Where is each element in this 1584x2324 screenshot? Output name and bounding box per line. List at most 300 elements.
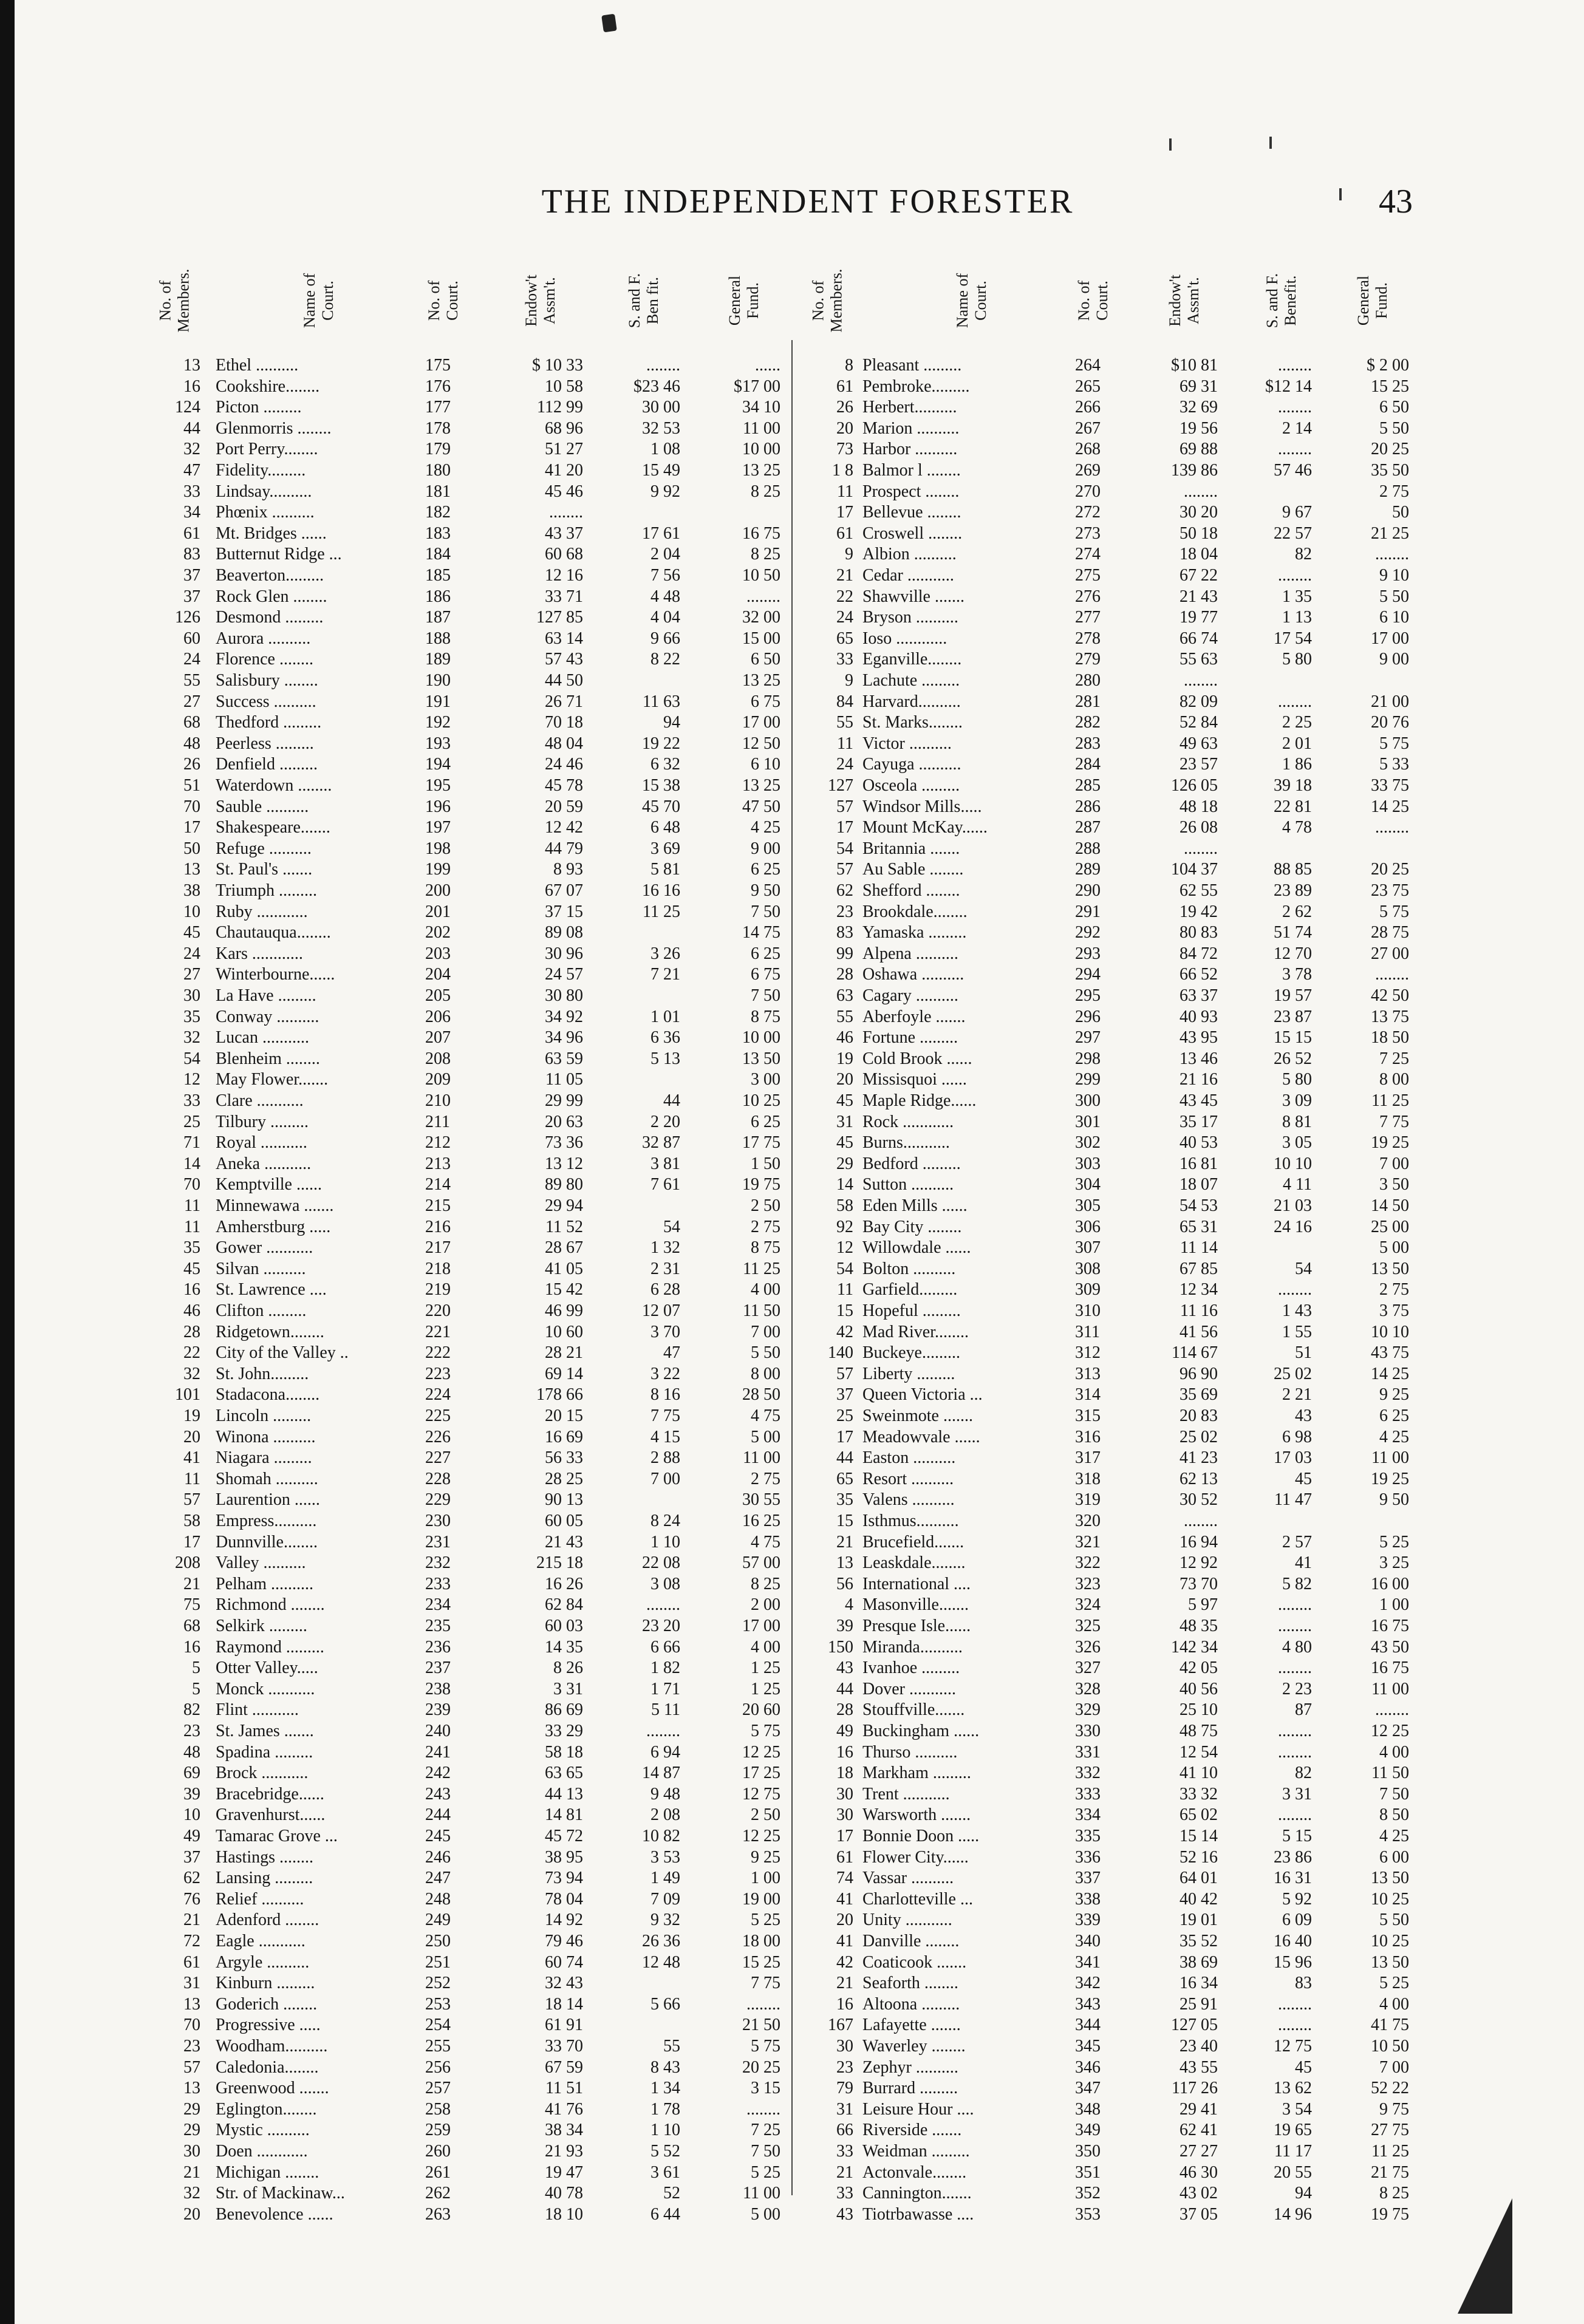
court-name-cell: Aberfoyle .......: [862, 1007, 966, 1026]
court-number-cell: 183: [425, 523, 451, 543]
endowment-assessment-cell: 48 35: [1179, 1617, 1218, 1635]
court-number-cell: 185: [425, 566, 451, 585]
general-fund-cell: 10 50: [742, 566, 780, 585]
sick-funeral-benefit-cell: [601, 986, 680, 1006]
general-fund-cell: 8 25: [751, 1574, 780, 1593]
sick-funeral-benefit-cell: ........: [1278, 566, 1312, 585]
endowment-assessment-cell: 29 41: [1179, 2099, 1218, 2119]
court-number-cell: 348: [1075, 2099, 1101, 2119]
court-number-cell: 247: [425, 1869, 451, 1888]
court-name-cell: Actonvale........: [862, 2162, 967, 2182]
general-fund-cell: 20 25: [1371, 860, 1409, 879]
general-fund-cell: 14 25: [1371, 797, 1409, 816]
court-name-cell: Blenheim ........: [216, 1049, 320, 1068]
sick-funeral-benefit-cell: 15 49: [642, 461, 680, 480]
court-name-cell: Glenmorris ........: [216, 418, 332, 438]
general-fund-cell: 7 75: [751, 1974, 780, 1993]
general-fund-cell: 5 25: [1379, 1974, 1409, 1993]
sick-funeral-benefit-cell: 54: [1295, 1259, 1312, 1278]
court-name-cell: St. Lawrence ....: [216, 1280, 327, 1300]
endowment-assessment-cell: 142 34: [1171, 1637, 1218, 1657]
endowment-assessment-cell: 28 67: [545, 1238, 583, 1258]
members-cell: 54: [836, 1259, 853, 1278]
court-name-cell: Clifton .........: [216, 1301, 307, 1320]
court-number-cell: 324: [1075, 1595, 1101, 1615]
general-fund-cell: 11 00: [1371, 1679, 1409, 1699]
court-name-cell: Denfield .........: [216, 755, 318, 774]
members-cell: 5: [192, 1658, 200, 1678]
sick-funeral-benefit-cell: 22 08: [642, 1553, 680, 1573]
general-fund-cell: ........: [746, 587, 780, 606]
court-number-cell: 296: [1075, 1007, 1101, 1026]
members-cell: 11: [184, 1217, 200, 1236]
sick-funeral-benefit-cell: 45 70: [642, 797, 680, 816]
members-cell: 18: [836, 1763, 853, 1783]
general-fund-cell: ........: [1375, 1700, 1409, 1720]
court-name-cell: Clare ...........: [216, 1091, 304, 1110]
general-fund-cell: 5 75: [1379, 902, 1409, 921]
endowment-assessment-cell: 55 63: [1179, 650, 1218, 669]
sick-funeral-benefit-cell: [601, 670, 680, 690]
members-cell: 58: [836, 1196, 853, 1215]
right-header-members: No. of Members.: [809, 268, 845, 333]
endowment-assessment-cell: 10 60: [545, 1322, 583, 1341]
general-fund-cell: ........: [1375, 818, 1409, 837]
sick-funeral-benefit-cell: 30 00: [642, 398, 680, 417]
sick-funeral-benefit-cell: 41: [1295, 1553, 1312, 1573]
endowment-assessment-cell: 43 37: [545, 523, 583, 543]
court-number-cell: 318: [1075, 1469, 1101, 1488]
court-name-cell: Mad River........: [862, 1322, 969, 1341]
court-name-cell: Tamarac Grove ...: [216, 1827, 338, 1845]
endowment-assessment-cell: 14 35: [545, 1637, 583, 1657]
endowment-assessment-cell: ........: [1184, 1511, 1218, 1530]
court-name-cell: Masonville.......: [862, 1595, 969, 1615]
members-cell: 58: [183, 1511, 200, 1530]
general-fund-cell: 7 50: [1379, 1784, 1409, 1804]
endowment-assessment-cell: 11 51: [545, 2079, 583, 2098]
general-fund-cell: $17 00: [734, 377, 780, 396]
sick-funeral-benefit-cell: 2 08: [650, 1805, 680, 1825]
sick-funeral-benefit-cell: 5 82: [1282, 1574, 1312, 1593]
court-name-cell: Lindsay..........: [216, 482, 312, 501]
sick-funeral-benefit-cell: 82: [1295, 545, 1312, 564]
endowment-assessment-cell: 41 23: [1179, 1448, 1218, 1468]
court-name-cell: Flower City......: [862, 1847, 969, 1867]
members-cell: 45: [183, 1259, 200, 1278]
court-name-cell: Raymond .........: [216, 1637, 324, 1657]
court-name-cell: Selkirk .........: [216, 1617, 307, 1635]
sick-funeral-benefit-cell: 6 32: [650, 755, 680, 774]
endowment-assessment-cell: 41 10: [1179, 1763, 1218, 1783]
general-fund-cell: 32 00: [742, 608, 780, 627]
general-fund-cell: 8 25: [751, 545, 780, 564]
sick-funeral-benefit-cell: [601, 1973, 680, 1993]
court-number-cell: 333: [1075, 1784, 1101, 1804]
members-cell: 37: [183, 1847, 200, 1867]
page-number: 43: [1379, 183, 1413, 220]
general-fund-cell: 8 25: [1379, 2184, 1409, 2203]
court-number-cell: 274: [1075, 545, 1101, 564]
general-fund-cell: 9 75: [1379, 2099, 1409, 2119]
endowment-assessment-cell: 63 65: [545, 1763, 583, 1783]
endowment-assessment-cell: 11 05: [545, 1070, 583, 1089]
endowment-assessment-cell: 46 30: [1179, 2162, 1218, 2182]
general-fund-cell: 4 00: [1379, 1742, 1409, 1762]
endowment-assessment-cell: 18 14: [545, 1994, 583, 2014]
court-number-cell: 230: [425, 1511, 451, 1530]
court-name-cell: St. James .......: [216, 1722, 314, 1740]
members-cell: 42: [836, 1322, 853, 1341]
members-cell: 30: [836, 2037, 853, 2056]
court-name-cell: Bay City ........: [862, 1217, 962, 1236]
endowment-assessment-cell: 16 94: [1179, 1532, 1218, 1552]
general-fund-cell: 4 00: [751, 1637, 780, 1657]
endowment-assessment-cell: 19 42: [1179, 902, 1218, 921]
court-name-cell: Shefford ........: [862, 881, 960, 900]
general-fund-cell: 12 25: [742, 1742, 780, 1762]
sick-funeral-benefit-cell: 24 16: [1274, 1217, 1312, 1236]
court-name-cell: Croswell ........: [862, 523, 963, 543]
sick-funeral-benefit-cell: 1 49: [650, 1869, 680, 1888]
members-cell: 13: [836, 1553, 853, 1573]
court-name-cell: Cannington.......: [862, 2184, 972, 2203]
general-fund-cell: [1327, 1511, 1409, 1531]
court-name-cell: Mystic ..........: [216, 2121, 310, 2140]
sick-funeral-benefit-cell: [1239, 482, 1312, 502]
court-number-cell: 224: [425, 1385, 451, 1405]
members-cell: 23: [836, 2057, 853, 2077]
sick-funeral-benefit-cell: 1 34: [650, 2079, 680, 2098]
endowment-assessment-cell: 64 01: [1179, 1869, 1218, 1888]
court-number-cell: 241: [425, 1742, 451, 1762]
endowment-assessment-cell: 32 69: [1179, 398, 1218, 417]
endowment-assessment-cell: 19 56: [1179, 418, 1218, 438]
general-fund-cell: 14 50: [1371, 1196, 1409, 1215]
sick-funeral-benefit-cell: 5 11: [651, 1700, 680, 1720]
members-cell: 35: [183, 1238, 200, 1258]
endowment-assessment-cell: 127 85: [536, 608, 583, 627]
court-number-cell: 198: [425, 839, 451, 858]
court-number-cell: 276: [1075, 587, 1101, 606]
members-cell: 68: [183, 1617, 200, 1635]
members-cell: 39: [836, 1617, 853, 1635]
members-cell: 30: [183, 2142, 200, 2161]
sick-funeral-benefit-cell: 5 13: [650, 1049, 680, 1068]
court-number-cell: 257: [425, 2079, 451, 2098]
ink-speck: [1169, 138, 1172, 151]
general-fund-cell: 16 25: [742, 1511, 780, 1530]
sick-funeral-benefit-cell: ........: [646, 1595, 680, 1615]
sick-funeral-benefit-cell: $23 46: [633, 377, 680, 396]
general-fund-cell: 9 50: [1379, 1490, 1409, 1510]
court-name-cell: Rock Glen ........: [216, 587, 327, 606]
members-cell: 17: [183, 1532, 200, 1552]
court-number-cell: 307: [1075, 1238, 1101, 1258]
sick-funeral-benefit-cell: ........: [646, 1722, 680, 1740]
court-name-cell: Buckingham ......: [862, 1722, 980, 1740]
members-cell: 11: [837, 734, 853, 753]
court-name-cell: St. Paul's .......: [216, 860, 313, 879]
general-fund-cell: 11 25: [743, 1259, 780, 1278]
members-cell: 75: [183, 1595, 200, 1615]
sick-funeral-benefit-cell: 11 17: [1274, 2142, 1312, 2161]
left-header-general-fund: General Fund.: [726, 275, 762, 326]
general-fund-cell: 1 25: [751, 1658, 780, 1678]
sick-funeral-benefit-cell: [601, 1490, 680, 1510]
endowment-assessment-cell: 19 01: [1179, 1910, 1218, 1930]
endowment-assessment-cell: 37 15: [545, 902, 583, 921]
sick-funeral-benefit-cell: 17 03: [1274, 1448, 1312, 1468]
sick-funeral-benefit-cell: ........: [1278, 2016, 1312, 2035]
court-name-cell: Argyle ..........: [216, 1952, 310, 1972]
general-fund-cell: 10 50: [1371, 2037, 1409, 2056]
endowment-assessment-cell: 12 54: [1179, 1742, 1218, 1762]
court-name-cell: Tiotrbawasse ....: [862, 2204, 974, 2224]
sick-funeral-benefit-cell: ........: [646, 356, 680, 375]
general-fund-cell: 6 25: [751, 860, 780, 879]
sick-funeral-benefit-cell: 1 10: [650, 2121, 680, 2140]
members-cell: 28: [836, 965, 853, 984]
members-cell: 33: [183, 482, 200, 501]
court-name-cell: Success ..........: [216, 692, 316, 711]
members-cell: 22: [183, 1343, 200, 1363]
members-cell: 10: [183, 902, 200, 921]
court-number-cell: 269: [1075, 461, 1101, 480]
court-number-cell: 239: [425, 1700, 451, 1720]
general-fund-cell: [698, 502, 780, 522]
court-number-cell: 312: [1075, 1343, 1101, 1363]
court-number-cell: 314: [1075, 1385, 1101, 1405]
endowment-assessment-cell: 18 10: [545, 2204, 583, 2224]
general-fund-cell: 2 75: [1379, 1280, 1409, 1300]
court-name-cell: Sweinmote .......: [862, 1406, 973, 1425]
endowment-assessment-cell: 40 56: [1179, 1679, 1218, 1699]
endowment-assessment-cell: 61 91: [545, 2016, 583, 2035]
sick-funeral-benefit-cell: [601, 1196, 680, 1216]
general-fund-cell: 2 75: [751, 1217, 780, 1236]
court-number-cell: 292: [1075, 923, 1101, 942]
endowment-assessment-cell: 46 99: [545, 1301, 583, 1320]
members-cell: 43: [836, 2204, 853, 2224]
sick-funeral-benefit-cell: 52: [663, 2184, 680, 2203]
sick-funeral-benefit-cell: 4 11: [1283, 1175, 1312, 1194]
members-cell: 28: [183, 1322, 200, 1341]
endowment-assessment-cell: 11 52: [545, 1217, 583, 1236]
sick-funeral-benefit-cell: 4 04: [650, 608, 680, 627]
endowment-assessment-cell: 58 18: [545, 1742, 583, 1762]
endowment-assessment-cell: 45 46: [545, 482, 583, 501]
sick-funeral-benefit-cell: 32 87: [642, 1133, 680, 1153]
endowment-assessment-cell: 8 93: [553, 860, 583, 879]
sick-funeral-benefit-cell: 6 66: [650, 1637, 680, 1657]
court-name-cell: Queen Victoria ...: [862, 1385, 983, 1405]
endowment-assessment-cell: 14 92: [545, 1910, 583, 1930]
court-number-cell: 191: [425, 692, 451, 711]
court-number-cell: 294: [1075, 965, 1101, 984]
court-number-cell: 330: [1075, 1722, 1101, 1740]
members-cell: 127: [828, 776, 853, 795]
members-cell: 65: [836, 1469, 853, 1488]
sick-funeral-benefit-cell: 11 63: [643, 692, 680, 711]
court-number-cell: 334: [1075, 1805, 1101, 1825]
sick-funeral-benefit-cell: 55: [663, 2037, 680, 2056]
general-fund-cell: 16 75: [742, 523, 780, 543]
members-cell: 34: [183, 503, 200, 522]
members-cell: 20: [836, 1070, 853, 1089]
members-cell: 42: [836, 1952, 853, 1972]
members-cell: 74: [836, 1869, 853, 1888]
general-fund-cell: 47 50: [742, 797, 780, 816]
endowment-assessment-cell: 43 95: [1179, 1028, 1218, 1048]
sick-funeral-benefit-cell: [601, 502, 680, 522]
court-number-cell: 248: [425, 1889, 451, 1909]
endowment-assessment-cell: 5 97: [1188, 1595, 1218, 1615]
general-fund-cell: 18 00: [742, 1932, 780, 1951]
general-fund-cell: 43 75: [1371, 1343, 1409, 1363]
members-cell: 17: [836, 503, 853, 522]
endowment-assessment-cell: 73 70: [1179, 1574, 1218, 1593]
sick-funeral-benefit-cell: 23 87: [1274, 1007, 1312, 1026]
court-name-cell: Cagary ..........: [862, 986, 958, 1005]
sick-funeral-benefit-cell: [601, 922, 680, 942]
general-fund-cell: 10 25: [1371, 1889, 1409, 1909]
general-fund-cell: 6 10: [1379, 608, 1409, 627]
court-name-cell: Str. of Mackinaw...: [216, 2184, 345, 2203]
general-fund-cell: 9 50: [751, 881, 780, 900]
members-cell: 32: [183, 1028, 200, 1048]
general-fund-cell: 17 75: [742, 1133, 780, 1153]
general-fund-cell: 21 50: [742, 2016, 780, 2035]
sick-funeral-benefit-cell: 83: [1295, 1974, 1312, 1993]
members-cell: 21: [836, 1974, 853, 1993]
endowment-assessment-cell: 14 81: [545, 1805, 583, 1825]
members-cell: 124: [175, 398, 200, 417]
general-fund-cell: 17 00: [742, 713, 780, 732]
general-fund-cell: 20 25: [1371, 440, 1409, 459]
endowment-assessment-cell: 16 34: [1179, 1974, 1218, 1993]
endowment-assessment-cell: 70 18: [545, 713, 583, 732]
members-cell: 17: [183, 818, 200, 837]
court-name-cell: Pembroke.........: [862, 377, 970, 396]
court-name-cell: Pleasant .........: [862, 356, 962, 375]
general-fund-cell: 10 25: [742, 1091, 780, 1110]
members-cell: 26: [836, 398, 853, 417]
court-number-cell: 281: [1075, 692, 1101, 711]
general-fund-cell: 4 75: [751, 1532, 780, 1552]
general-fund-cell: [1327, 670, 1409, 690]
sick-funeral-benefit-cell: 94: [663, 713, 680, 732]
sick-funeral-benefit-cell: 21 03: [1274, 1196, 1312, 1215]
endowment-assessment-cell: 69 31: [1179, 377, 1218, 396]
general-fund-cell: 4 00: [751, 1280, 780, 1300]
members-cell: 55: [836, 1007, 853, 1026]
court-name-cell: Progressive .....: [216, 2016, 321, 2035]
general-fund-cell: 7 75: [1379, 1112, 1409, 1131]
court-number-cell: 228: [425, 1469, 451, 1488]
general-fund-cell: 13 75: [1371, 1007, 1409, 1026]
right-header-sick-funeral-benefit: S. and F. Benefit.: [1263, 273, 1299, 329]
court-name-cell: Lincoln .........: [216, 1406, 312, 1425]
general-fund-cell: 50: [1392, 503, 1409, 522]
endowment-assessment-cell: 44 13: [545, 1784, 583, 1804]
left-header-court-number: No. of Court.: [425, 280, 461, 321]
sick-funeral-benefit-cell: 3 70: [650, 1322, 680, 1341]
general-fund-cell: 3 15: [751, 2079, 780, 2098]
court-name-cell: Desmond .........: [216, 608, 324, 627]
sick-funeral-benefit-cell: 8 43: [650, 2057, 680, 2077]
members-cell: 24: [183, 650, 200, 669]
endowment-assessment-cell: 24 46: [545, 755, 583, 774]
endowment-assessment-cell: 215 18: [536, 1553, 583, 1573]
members-cell: 30: [836, 1805, 853, 1825]
endowment-assessment-cell: 23 57: [1179, 755, 1218, 774]
endowment-assessment-cell: 12 42: [545, 818, 583, 837]
members-cell: 29: [183, 2099, 200, 2119]
members-cell: 41: [183, 1448, 200, 1468]
endowment-assessment-cell: 54 53: [1179, 1196, 1218, 1215]
members-cell: 61: [183, 523, 200, 543]
court-name-cell: Liberty .........: [862, 1364, 955, 1383]
endowment-assessment-cell: 66 74: [1179, 629, 1218, 648]
endowment-assessment-cell: 48 18: [1179, 797, 1218, 816]
court-number-cell: 219: [425, 1280, 451, 1300]
court-name-cell: May Flower.......: [216, 1070, 329, 1089]
members-cell: 28: [836, 1700, 853, 1720]
court-name-cell: City of the Valley ..: [216, 1343, 349, 1363]
general-fund-cell: 16 75: [1371, 1658, 1409, 1678]
sick-funeral-benefit-cell: 4 48: [650, 587, 680, 606]
endowment-assessment-cell: 33 29: [545, 1722, 583, 1740]
court-number-cell: 242: [425, 1763, 451, 1783]
sick-funeral-benefit-cell: 1 35: [1282, 587, 1312, 606]
endowment-assessment-cell: 30 96: [545, 944, 583, 963]
general-fund-cell: 2 75: [1379, 482, 1409, 501]
members-cell: 17: [836, 1827, 853, 1845]
general-fund-cell: 21 75: [1371, 2162, 1409, 2182]
members-cell: 39: [183, 1784, 200, 1804]
general-fund-cell: 11 50: [1371, 1763, 1409, 1783]
endowment-assessment-cell: 80 83: [1179, 923, 1218, 942]
sick-funeral-benefit-cell: 54: [663, 1217, 680, 1236]
general-fund-cell: 15 00: [742, 629, 780, 648]
sick-funeral-benefit-cell: ........: [1278, 1595, 1312, 1615]
court-number-cell: 352: [1075, 2184, 1101, 2203]
members-cell: 23: [836, 902, 853, 921]
general-fund-cell: 14 25: [1371, 1364, 1409, 1383]
court-number-cell: 246: [425, 1847, 451, 1867]
endowment-assessment-cell: 84 72: [1179, 944, 1218, 963]
general-fund-cell: 20 76: [1371, 713, 1409, 732]
court-number-cell: 260: [425, 2142, 451, 2161]
court-number-cell: 350: [1075, 2142, 1101, 2161]
endowment-assessment-cell: 86 69: [545, 1700, 583, 1720]
court-number-cell: 320: [1075, 1511, 1101, 1530]
court-number-cell: 337: [1075, 1869, 1101, 1888]
members-cell: 55: [183, 671, 200, 690]
sick-funeral-benefit-cell: 44: [663, 1091, 680, 1110]
court-name-cell: Eagle ...........: [216, 1932, 306, 1951]
sick-funeral-benefit-cell: 3 26: [650, 944, 680, 963]
court-name-cell: Ethel ..........: [216, 356, 299, 375]
general-fund-cell: 8 00: [1379, 1070, 1409, 1089]
endowment-assessment-cell: 19 77: [1179, 608, 1218, 627]
sick-funeral-benefit-cell: ........: [1278, 1805, 1312, 1825]
general-fund-cell: 7 00: [1379, 2057, 1409, 2077]
court-number-cell: 216: [425, 1217, 451, 1236]
sick-funeral-benefit-cell: 6 36: [650, 1028, 680, 1048]
members-cell: 73: [836, 440, 853, 459]
